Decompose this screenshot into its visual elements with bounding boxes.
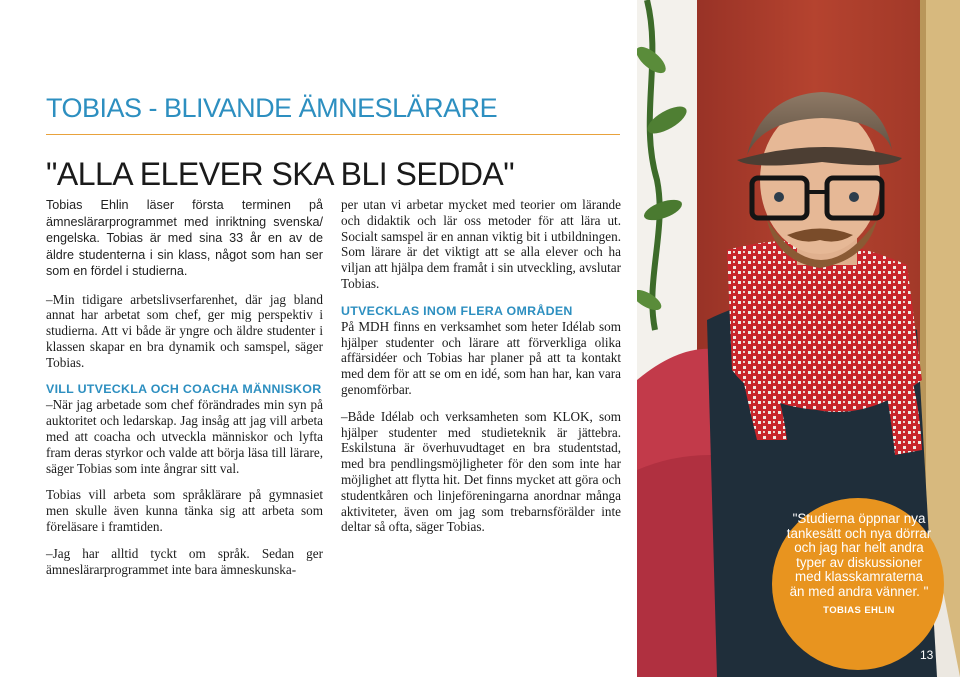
body-paragraph: –Jag har alltid tyckt om språk. Sedan ger ämneslärarprogrammet inte bara ämneskunska- bbox=[46, 545, 323, 577]
subheading: UTVECKLAS INOM FLERA OMRÅDEN bbox=[341, 303, 573, 318]
article-lead: Tobias Ehlin läser första terminen på ämneslärarprogrammet med inriktning svenska/ engelska. Tobias är med sina 33 år en av de äldre studenterna i sin klass, något som han ser som en fördel i studierna. bbox=[46, 198, 323, 278]
article-column-1 bbox=[46, 197, 323, 577]
subheading: VILL UTVECKLA OCH COACHA MÄNNISKOR bbox=[46, 382, 322, 397]
pull-quote bbox=[786, 512, 932, 618]
body-paragraph: per utan vi arbetar mycket med teorier om lärande och didaktik och lär oss metoder för att lära ut. Socialt samspel är en annan viktig bit i utbildningen. Som lärare är det viktigt att se alla elever och ha viljan att hjälpa dem framåt i sin utveckling, avslutar Tobias. bbox=[341, 197, 621, 291]
body-paragraph: På MDH finns en verksamhet som heter Idélab som hjälper studenter och lärare att förverkliga olika affärsidéer och Tobias har planer på att ta kontakt med dem för att se om en idé, som han har, kan vara genomförbar. bbox=[341, 318, 621, 397]
page-number: 13 bbox=[920, 648, 934, 662]
body-paragraph: Tobias vill arbeta som språklärare på gymnasiet men skulle även kunna tänka sig att arbeta som föreläsare i framtiden. bbox=[46, 487, 323, 535]
divider-rule bbox=[46, 134, 620, 135]
article-headline: "ALLA ELEVER SKA BLI SEDDA" bbox=[46, 156, 515, 192]
body-paragraph: –Både Idélab och verksamheten som KLOK, som hjälper studenter med studieteknik är jättebra. Eskilstuna är överhuvudtaget en bra studentstad, med bra pendlingsmöjligheter för den som inte har möjlighet att flytta hit. Det finns mycket att göra och studentkåren och linjeföreningarna anordnar många aktiviteter, även om jag som trebarnsförälder inte deltar så ofta, säger Tobias. bbox=[341, 408, 621, 535]
pull-quote-text: "Studierna öppnar nya tankesätt och nya dörrar och jag har helt andra typer av diskussioner med klasskamraterna än med andra vänner. " bbox=[786, 511, 932, 599]
pull-quote-author: TOBIAS EHLIN bbox=[823, 604, 895, 616]
body-paragraph: –När jag arbetade som chef förändrades min syn på auktoritet och ledarskap. Jag insåg att jag vill arbeta med att coacha och utveckla människor och lyfta fram deras styrkor och valde att börja läsa till lärare, säger Tobias som inte ångrar sitt val. bbox=[46, 397, 323, 476]
article-column-2 bbox=[341, 197, 621, 535]
body-paragraph: –Min tidigare arbetslivserfarenhet, där jag bland annat har arbetat som chef, ger mig perspektiv i studierna. Att vi både är yngre och äldre studenter i klassen skapar en bra dynamik och samspel, säger Tobias. bbox=[46, 291, 323, 370]
section-kicker: TOBIAS - BLIVANDE ÄMNESLÄRARE bbox=[46, 93, 498, 123]
